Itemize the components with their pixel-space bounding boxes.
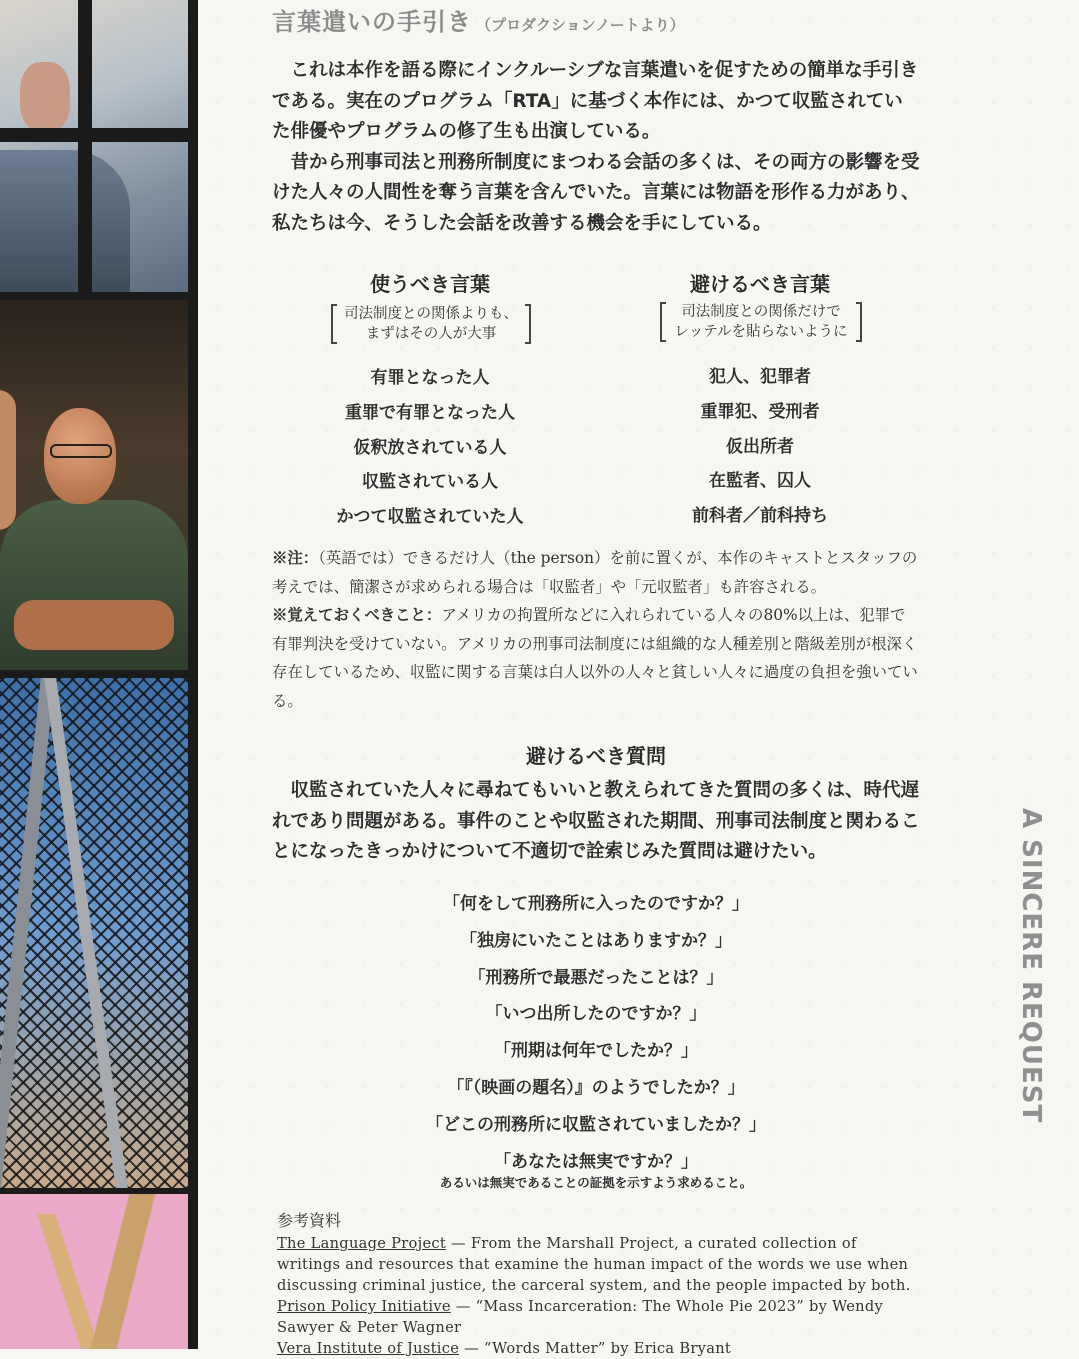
question-item: 「いつ出所したのですか？」 — [485, 1004, 707, 1025]
question-item: 「何をして刑務所に入ったのですか？」 — [443, 894, 749, 914]
use-words-note-line: 司法制度との関係よりも、 — [344, 306, 518, 322]
avoid-words-note — [660, 302, 862, 342]
use-word-item: 有罪となった人 — [370, 368, 490, 388]
question-item: 「『（映画の題名）』のようでしたか？」 — [447, 1077, 745, 1098]
question-item: 「刑期は何年でしたか？」 — [494, 1041, 698, 1062]
still-pole — [91, 1194, 156, 1349]
questions-heading: 避けるべき質問 — [526, 744, 666, 768]
remember-paragraph — [272, 601, 920, 715]
avoid-words-note-line: レッテルを貼らないように — [674, 324, 848, 340]
reference-text: — From the Marshall Project, a curated collection of writings and resources that examine the human impact of the words we use when discussing criminal justice, the carceral system, and the people impacted by both. — [277, 1235, 911, 1294]
question-subnote: あるいは無実であることの証拠を示すよう求めること。 — [439, 1175, 753, 1190]
title-main: 言葉遣いの手引き — [272, 8, 472, 36]
use-word-item: かつて収監されていた人 — [336, 507, 524, 528]
reference-text: — “Words Matter” by Erica Bryant — [459, 1340, 732, 1357]
references-heading: 参考資料 — [277, 1211, 342, 1230]
still-pink-illustration — [0, 1194, 188, 1349]
use-words-note — [331, 304, 531, 344]
page-title — [272, 2, 685, 37]
note-text: （英語では）できるだけ人（the person）を前に置くが、本作のキャストとスタッフの考えでは、簡潔さが求められる場合は「収監者」や「元収監者」も許容される。 — [272, 549, 918, 596]
film-stills-strip — [0, 0, 198, 1349]
use-words-heading: 使うべき言葉 — [370, 272, 490, 296]
avoid-word-item: 仮出所者 — [726, 436, 794, 457]
reference-item — [277, 1233, 920, 1296]
question-item: 「独房にいたことはありますか？」 — [460, 930, 732, 951]
avoid-word-item: 在監者、囚人 — [709, 471, 811, 492]
avoid-words-heading: 避けるべき言葉 — [690, 272, 830, 296]
reference-link[interactable]: Vera Institute of Justice — [277, 1340, 460, 1357]
footnotes — [272, 544, 920, 715]
reference-link[interactable]: Prison Policy Initiative — [277, 1298, 451, 1315]
note-label: ※注： — [272, 549, 319, 567]
still-hand-on-window — [0, 0, 188, 292]
still-arms — [14, 600, 174, 650]
use-words-note-line: まずはその人が大事 — [365, 326, 497, 342]
question-item: 「刑務所で最悪だったことは？」 — [468, 967, 724, 988]
still-man-in-glasses — [0, 300, 188, 670]
side-title-vertical: A SINCERE REQUEST — [1016, 808, 1046, 1124]
questions-intro-paragraph: 収監されていた人々に尋ねてもいいと教えられてきた質問の多くは、時代遅れであり問題がある。事件のことや収監された期間、刑事司法制度と関わることになったきっかけについて不適切で詮索じみた質問は避けたい。 — [272, 780, 920, 862]
reference-text: — “Mass Incarceration: The Whole Pie 2023” by Wendy Sawyer & Peter Wagner — [277, 1298, 884, 1336]
remember-label: ※覚えておくべきこと： — [272, 606, 442, 624]
avoid-word-item: 前科者／前科持ち — [692, 506, 828, 527]
still-glasses — [50, 444, 112, 458]
use-word-item: 重罪で有罪となった人 — [345, 402, 515, 423]
title-sub: （プロダクションノートより） — [476, 16, 685, 34]
use-words-list — [300, 361, 560, 535]
questions-intro — [272, 776, 920, 868]
still-hand-shape — [20, 62, 70, 132]
intro-text — [272, 56, 920, 239]
still-sleeve-shape — [0, 150, 130, 292]
avoid-words-note-line: 司法制度との関係だけで — [681, 304, 841, 320]
still-window-crossbar — [0, 128, 188, 142]
use-word-item: 仮釈放されている人 — [353, 437, 507, 458]
remember-text: アメリカの拘置所などに入れられている人々の80%以上は、犯罪で有罪判決を受けていない。アメリカの刑事司法制度には組織的な人種差別と階級差別が根深く存在しているため、収監に関する言葉は白人以外の人々と貧しい人々に過度の負担を強いている。 — [272, 606, 918, 710]
use-word-item: 収監されている人 — [362, 472, 498, 493]
avoid-word-item: 犯人、犯罪者 — [709, 367, 811, 387]
still-window-bar — [78, 0, 92, 292]
still-mesh — [0, 678, 188, 1188]
avoid-word-item: 重罪犯、受刑者 — [700, 401, 820, 422]
question-item: 「どこの刑務所に収監されていましたか？」 — [426, 1114, 766, 1135]
avoid-words-list — [630, 360, 890, 534]
still-chainlink-fence — [0, 678, 188, 1188]
questions-list — [272, 886, 920, 1180]
still-pole — [37, 1214, 100, 1349]
reference-item — [277, 1296, 920, 1338]
intro-paragraph: 昔から刑事司法と刑務所制度にまつわる会話の多くは、その両方の影響を受けた人々の人間性を奪う言葉を含んでいた。言葉には物語を形作る力があり、私たちは今、そうした会話を改善する機会を手にしている。 — [272, 151, 920, 234]
question-item: 「あなたは無実ですか？」 — [494, 1151, 698, 1172]
note-paragraph — [272, 544, 920, 601]
intro-paragraph: これは本作を語る際にインクルーシブな言葉遣いを促すための簡単な手引きである。実在のプログラム「RTA」に基づく本作には、かつて収監されていた俳優やプログラムの修了生も出演している。 — [272, 60, 919, 142]
still-side-figure — [0, 390, 16, 530]
references-list — [277, 1233, 920, 1359]
reference-link[interactable]: The Language Project — [277, 1235, 447, 1252]
